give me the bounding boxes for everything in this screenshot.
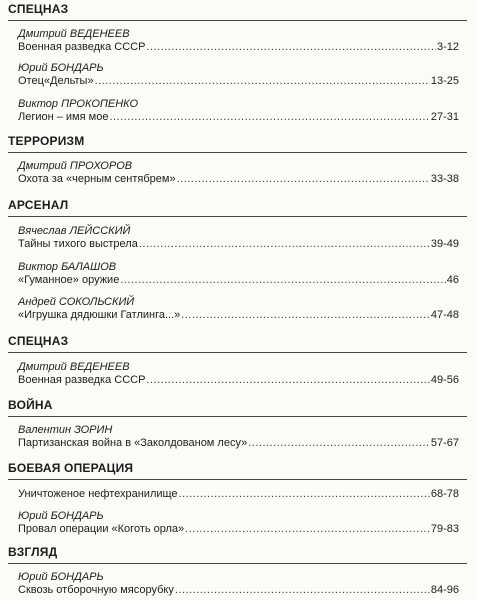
dot-leader (146, 41, 436, 54)
entry-title: Провал операции «Коготь орла» (18, 523, 185, 535)
dot-leader (181, 309, 430, 322)
section-heading: ВЗГЛЯД (8, 545, 467, 564)
entry-title: Военная разведка СССР (18, 374, 146, 386)
toc-entry[interactable] (18, 111, 459, 124)
toc-entry[interactable] (18, 437, 459, 450)
dot-leader (175, 584, 430, 597)
section-heading: СПЕЦНАЗ (8, 2, 467, 21)
entry-title: Партизанская война в «Заколдованом лесу» (18, 437, 248, 449)
entry-pages: 3-12 (436, 41, 459, 53)
section-heading: ВОЙНА (8, 398, 467, 417)
entry-pages: 27-31 (430, 111, 459, 123)
entry-pages: 13-25 (430, 75, 459, 87)
entry-author: Юрий БОНДАРЬ (18, 62, 104, 74)
entry-pages: 68-78 (430, 488, 459, 500)
entry-pages: 79-83 (430, 523, 459, 535)
entry-author: Дмитрий ВЕДЕНЕЕВ (18, 361, 130, 373)
entry-title: Военная разведка СССР (18, 41, 146, 53)
toc-entry[interactable] (18, 523, 459, 536)
dot-leader (139, 238, 430, 251)
entry-author: Андрей СОКОЛЬСКИЙ (18, 296, 135, 308)
section-heading: СПЕЦНАЗ (8, 334, 467, 353)
entry-pages: 46 (446, 274, 459, 286)
entry-pages: 84-96 (430, 584, 459, 596)
dot-leader (185, 523, 430, 536)
section-heading: АРСЕНАЛ (8, 198, 467, 217)
entry-author: Юрий БОНДАРЬ (18, 571, 104, 583)
entry-author: Виктор ПРОКОПЕНКО (18, 98, 139, 110)
entry-author: Валентин ЗОРИН (18, 424, 113, 436)
toc-entry[interactable] (18, 309, 459, 322)
entry-pages: 39-49 (430, 238, 459, 250)
entry-pages: 49-56 (430, 374, 459, 386)
entry-title: Охота за «черным сентябрем» (18, 173, 176, 185)
entry-pages: 47-48 (430, 309, 459, 321)
dot-leader (179, 488, 430, 501)
toc-entry[interactable] (18, 41, 459, 54)
toc-entry[interactable] (18, 173, 459, 186)
entry-title: Тайны тихого выстрела (18, 238, 138, 250)
dot-leader (177, 173, 430, 186)
entry-pages: 57-67 (430, 437, 459, 449)
entry-title: Отец«Дельты» (18, 75, 94, 87)
entry-author: Юрий БОНДАРЬ (18, 510, 104, 522)
toc-entry[interactable] (18, 75, 459, 88)
dot-leader (109, 111, 429, 124)
entry-pages: 33-38 (430, 173, 459, 185)
toc-entry[interactable] (18, 374, 459, 387)
entry-title: «Игрушка дядюшки Гатлинга...» (18, 309, 181, 321)
dot-leader (120, 274, 445, 287)
section-heading: ТЕРРОРИЗМ (8, 134, 467, 153)
entry-title: «Гуманное» оружие (18, 274, 120, 286)
toc-entry[interactable] (18, 238, 459, 251)
entry-title: Сквозь отборочную мясорубку (18, 584, 174, 596)
entry-author: Вячеслав ЛЕЙССКИЙ (18, 225, 131, 237)
entry-author: Виктор БАЛАШОВ (18, 261, 117, 273)
entry-author: Дмитрий ВЕДЕНЕЕВ (18, 28, 130, 40)
dot-leader (95, 75, 430, 88)
entry-author: Дмитрий ПРОХОРОВ (18, 160, 133, 172)
entry-title: Уничтоженое нефтехранилище (18, 488, 178, 500)
entry-title: Легион – имя мое (18, 111, 109, 123)
dot-leader (248, 437, 430, 450)
toc-entry[interactable] (18, 584, 459, 597)
dot-leader (146, 374, 429, 387)
toc-entry[interactable] (18, 488, 459, 501)
section-heading: БОЕВАЯ ОПЕРАЦИЯ (8, 461, 467, 480)
toc-entry[interactable] (18, 274, 459, 287)
